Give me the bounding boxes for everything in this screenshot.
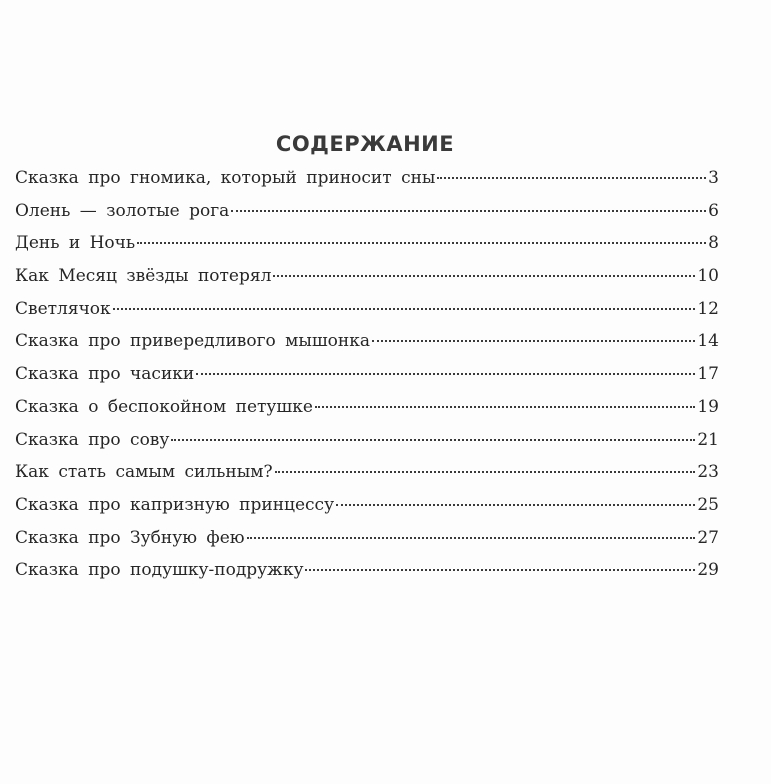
toc-entry-title: Сказка про гномика, который приносит сны bbox=[15, 168, 436, 188]
toc-entry bbox=[15, 201, 719, 234]
toc-entry-title: Сказка про Зубную фею bbox=[15, 527, 245, 548]
dot-leader bbox=[171, 439, 695, 441]
toc-entry-title: Сказка про привередливого мышонка bbox=[15, 331, 371, 352]
dot-leader bbox=[273, 275, 695, 277]
toc-entry-page: 10 bbox=[697, 266, 719, 287]
toc-entry-page: 21 bbox=[697, 429, 719, 450]
dot-leader bbox=[336, 504, 695, 506]
toc-entry bbox=[15, 397, 719, 430]
toc-entry bbox=[15, 495, 719, 528]
toc-entry bbox=[15, 233, 719, 266]
toc-entry-page: 14 bbox=[697, 331, 719, 352]
toc-entry-title: День и Ночь bbox=[15, 233, 136, 254]
toc-entry-page: 29 bbox=[697, 560, 719, 581]
toc-entry-page: 6 bbox=[708, 200, 719, 221]
toc-entry-page: 27 bbox=[697, 527, 719, 548]
toc-entry bbox=[15, 560, 719, 593]
toc-entry-page: 19 bbox=[697, 396, 719, 417]
toc-entry bbox=[15, 331, 719, 364]
toc-entry-page: 12 bbox=[697, 298, 719, 319]
toc-entry-title: Сказка про капризную принцессу bbox=[15, 494, 335, 515]
dot-leader bbox=[113, 308, 696, 310]
dot-leader bbox=[231, 210, 706, 212]
toc-entry-title: Как Месяц звёзды потерял bbox=[15, 266, 272, 287]
toc-entry-page: 25 bbox=[697, 494, 719, 515]
toc-entry-title: Сказка о беспокойном петушке bbox=[15, 396, 313, 417]
toc-entry bbox=[15, 430, 719, 463]
toc-entry bbox=[15, 528, 719, 561]
toc-entry bbox=[15, 364, 719, 397]
toc-entry-title: Сказка про подушку-подружку bbox=[15, 560, 304, 581]
toc-entry bbox=[15, 266, 719, 299]
table-of-contents bbox=[15, 168, 719, 593]
toc-entry bbox=[15, 168, 719, 201]
toc-entry-page: 23 bbox=[697, 462, 719, 483]
page-title: СОДЕРЖАНИЕ bbox=[275, 132, 455, 157]
dot-leader bbox=[437, 177, 706, 179]
toc-entry-title: Как стать самым сильным? bbox=[15, 462, 273, 483]
dot-leader bbox=[372, 340, 695, 342]
toc-entry bbox=[15, 299, 719, 332]
dot-leader bbox=[275, 471, 696, 473]
dot-leader bbox=[305, 569, 695, 571]
toc-entry-page: 8 bbox=[708, 233, 719, 254]
toc-entry-page: 17 bbox=[697, 364, 719, 385]
toc-entry-title: Олень — золотые рога bbox=[15, 200, 230, 221]
toc-entry-title: Светлячок bbox=[15, 298, 111, 319]
toc-entry bbox=[15, 462, 719, 495]
dot-leader bbox=[315, 406, 695, 408]
dot-leader bbox=[196, 373, 695, 375]
toc-entry-title: Сказка про часики bbox=[15, 364, 195, 385]
dot-leader bbox=[137, 242, 706, 244]
toc-entry-page: 3 bbox=[708, 168, 719, 188]
dot-leader bbox=[247, 537, 696, 539]
toc-entry-title: Сказка про сову bbox=[15, 429, 170, 450]
